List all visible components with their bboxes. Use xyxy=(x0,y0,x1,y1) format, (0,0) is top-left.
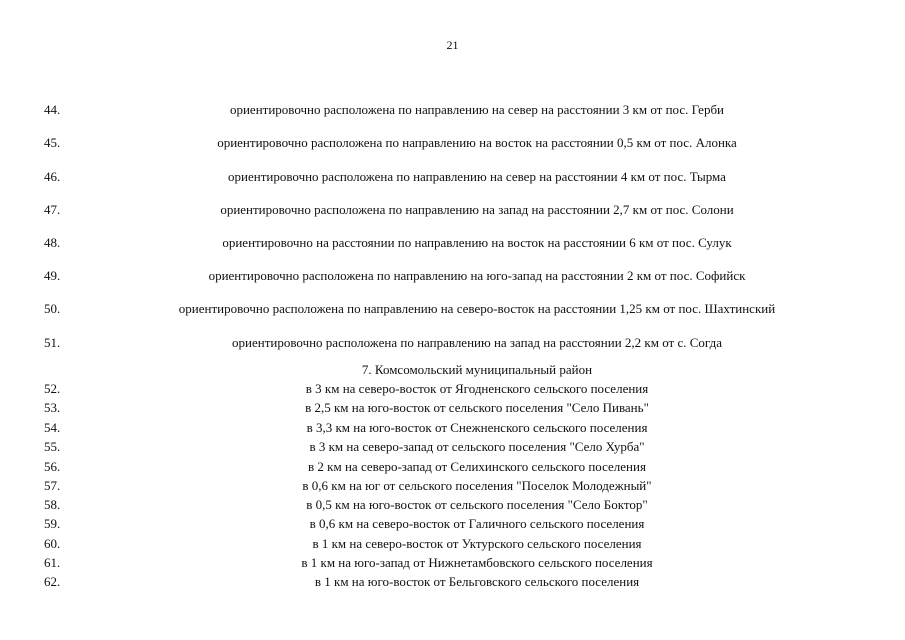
item-description: ориентировочно на расстоянии по направлению на восток на расстоянии 6 км от пос. Сулук xyxy=(222,235,732,250)
list-item xyxy=(0,458,905,476)
item-description: в 2,5 км на юго-восток от сельского поселения "Село Пивань" xyxy=(305,400,649,415)
list-item xyxy=(0,419,905,437)
list-item xyxy=(0,300,905,318)
item-number: 49. xyxy=(44,268,61,283)
item-description: ориентировочно расположена по направлению на северо-восток на расстоянии 1,25 км от пос. Шахтинский xyxy=(178,301,776,316)
item-number: 45. xyxy=(44,135,61,150)
item-number: 51. xyxy=(44,335,61,350)
item-description: в 3 км на северо-восток от Ягодненского сельского поселения xyxy=(305,381,649,396)
item-number: 52. xyxy=(44,381,61,396)
item-number: 59. xyxy=(44,516,61,531)
item-number: 50. xyxy=(44,301,61,316)
page-number: 21 xyxy=(446,38,459,52)
item-number: 46. xyxy=(44,169,61,184)
item-number: 47. xyxy=(44,202,61,217)
list-item xyxy=(0,267,905,285)
list-item xyxy=(0,201,905,219)
item-description: в 1 км на юго-восток от Бельговского сельского поселения xyxy=(314,574,640,589)
list-item xyxy=(0,535,905,553)
item-number: 58. xyxy=(44,497,61,512)
item-description: в 3,3 км на юго-восток от Снежненского сельского поселения xyxy=(306,420,648,435)
list-item xyxy=(0,438,905,456)
section-heading: 7. Комсомольский муниципальный район xyxy=(361,362,593,377)
list-item xyxy=(0,380,905,398)
item-description: ориентировочно расположена по направлению на север на расстоянии 4 км от пос. Тырма xyxy=(228,169,726,184)
list-item xyxy=(0,101,905,119)
item-number: 57. xyxy=(44,478,61,493)
item-description: в 0,5 км на юго-восток от сельского поселения "Село Боктор" xyxy=(306,497,648,512)
item-description: в 0,6 км на северо-восток от Галичного сельского поселения xyxy=(309,516,645,531)
list-item xyxy=(0,477,905,495)
item-number: 56. xyxy=(44,459,61,474)
item-description: ориентировочно расположена по направлению на восток на расстоянии 0,5 км от пос. Алонка xyxy=(217,135,737,150)
list-item xyxy=(0,234,905,252)
item-description: ориентировочно расположена по направлению на запад на расстоянии 2,7 км от пос. Солони xyxy=(220,202,734,217)
list-item xyxy=(0,168,905,186)
item-description: в 2 км на северо-запад от Селихинского сельского поселения xyxy=(308,459,646,474)
item-description: в 0,6 км на юг от сельского поселения "Поселок Молодежный" xyxy=(302,478,652,493)
item-description: в 3 км на северо-запад от сельского поселения "Село Хурба" xyxy=(309,439,645,454)
item-description: в 1 км на юго-запад от Нижнетамбовского сельского поселения xyxy=(301,555,653,570)
item-number: 53. xyxy=(44,400,61,415)
item-number: 55. xyxy=(44,439,61,454)
list-item xyxy=(0,334,905,352)
list-item xyxy=(0,399,905,417)
list-item xyxy=(0,554,905,572)
item-description: ориентировочно расположена по направлению на запад на расстоянии 2,2 км от с. Согда xyxy=(232,335,722,350)
item-number: 54. xyxy=(44,420,61,435)
item-number: 48. xyxy=(44,235,61,250)
item-description: ориентировочно расположена по направлению на юго-запад на расстоянии 2 км от пос. Софийск xyxy=(208,268,746,283)
item-number: 60. xyxy=(44,536,61,551)
item-number: 62. xyxy=(44,574,61,589)
item-description: в 1 км на северо-восток от Уктурского сельского поселения xyxy=(312,536,642,551)
list-item xyxy=(0,515,905,533)
item-description: ориентировочно расположена по направлению на север на расстоянии 3 км от пос. Герби xyxy=(229,102,725,117)
item-number: 61. xyxy=(44,555,61,570)
list-item xyxy=(0,573,905,591)
list-item xyxy=(0,134,905,152)
item-number: 44. xyxy=(44,102,61,117)
list-item xyxy=(0,496,905,514)
